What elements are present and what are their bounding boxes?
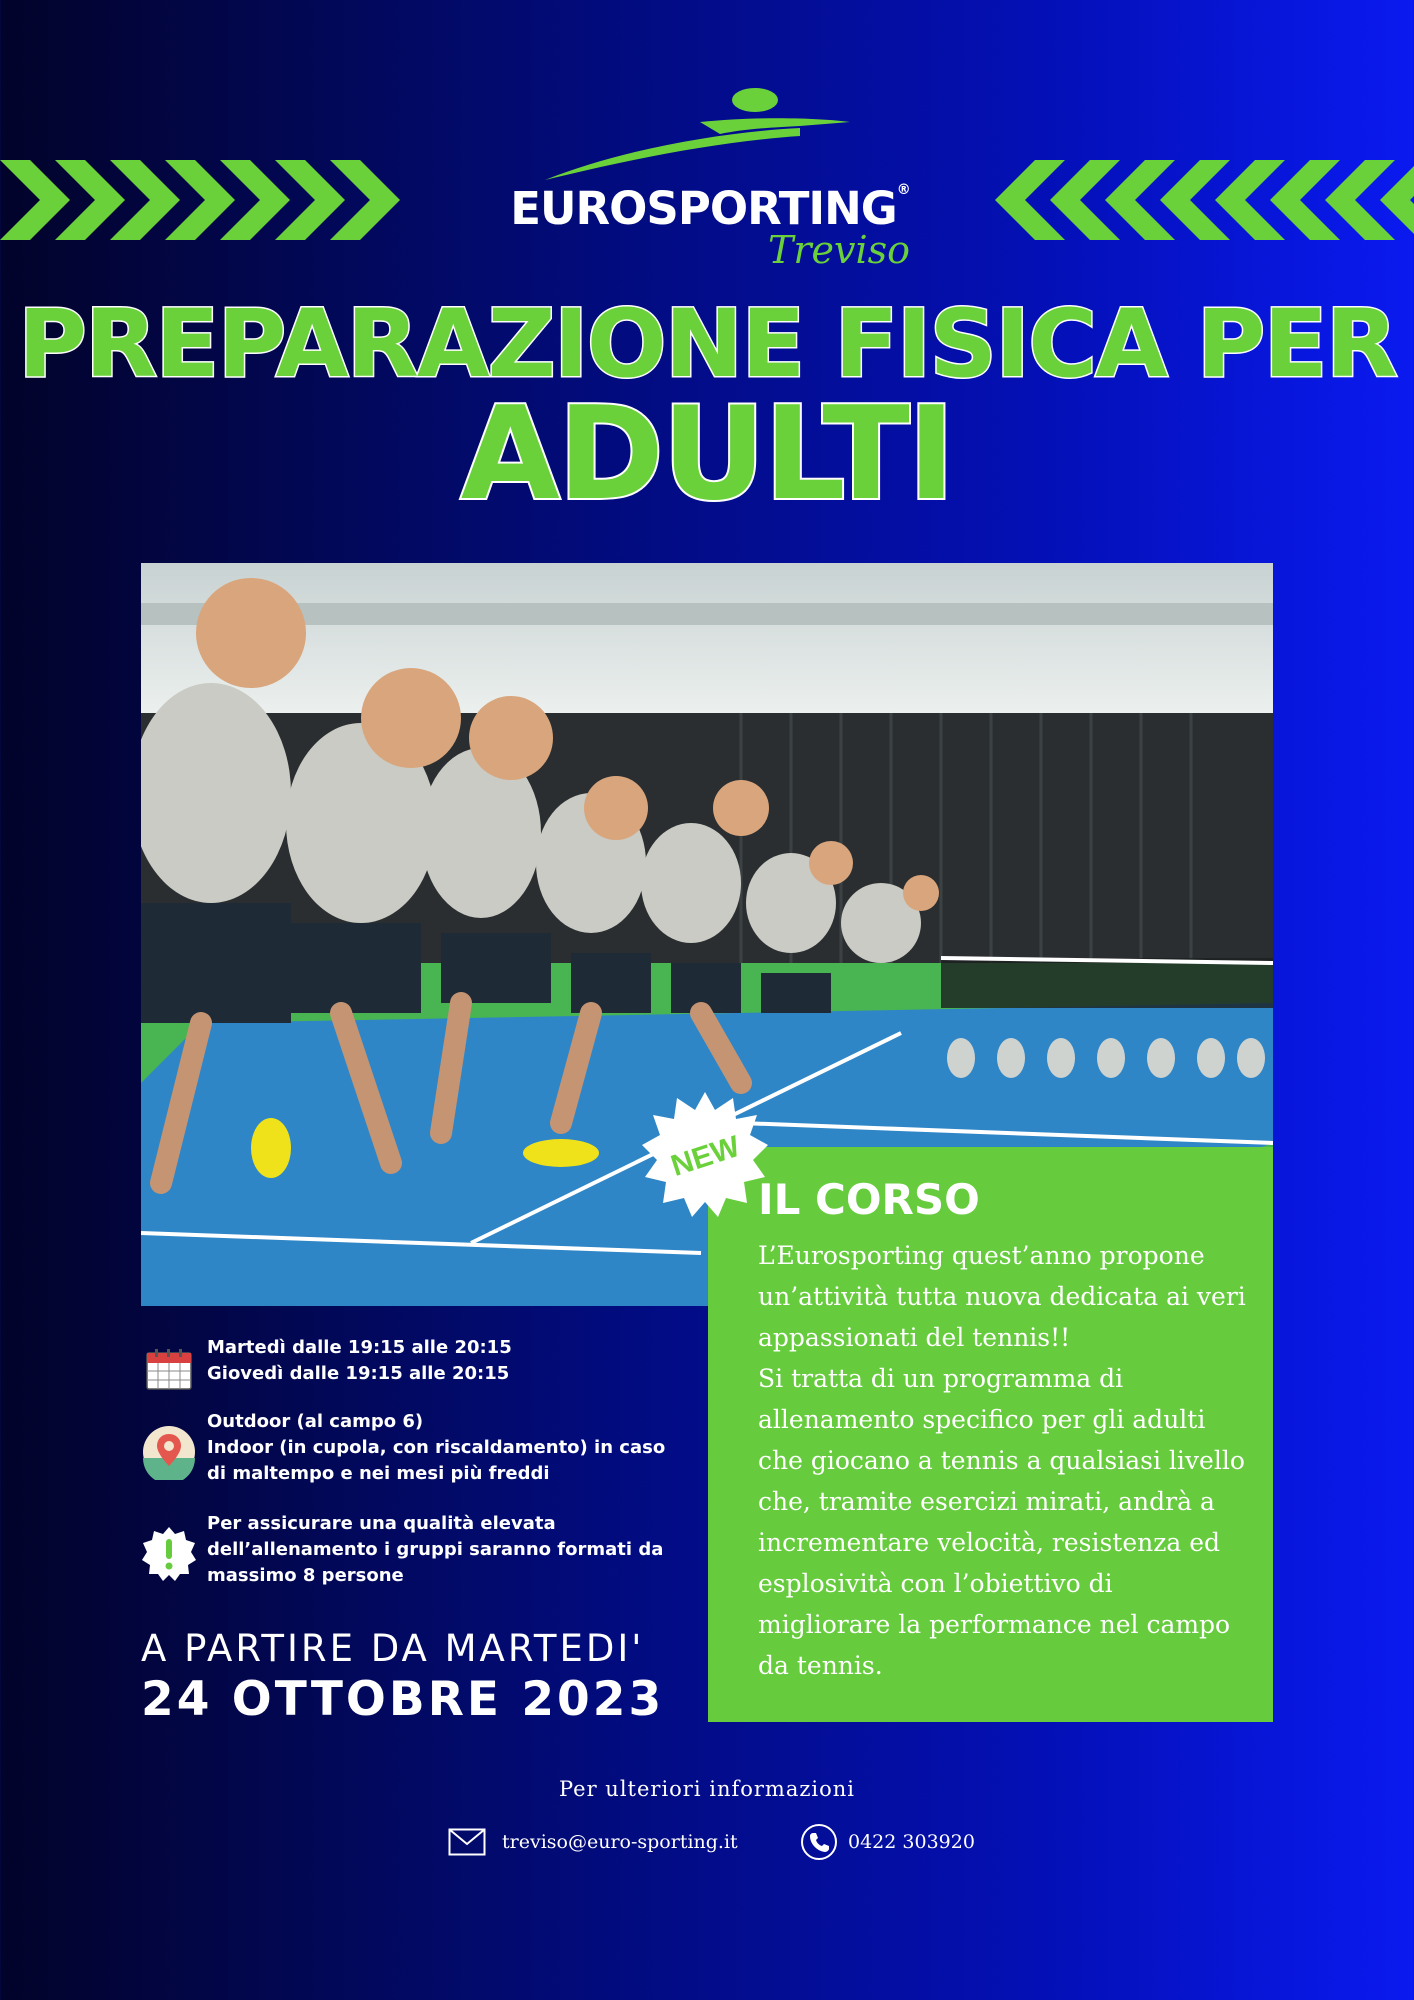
location-row xyxy=(141,1409,681,1489)
headline-line2: ADULTI xyxy=(460,380,954,529)
schedule-row xyxy=(141,1335,681,1391)
brand-wordmark: EUROSPORTING® xyxy=(510,182,910,235)
phone-icon xyxy=(800,1823,838,1861)
calendar-icon xyxy=(141,1343,197,1399)
headline-line1: PREPARAZIONE FISICA PER xyxy=(17,290,1397,399)
email-address[interactable]: treviso@euro-sporting.it xyxy=(502,1831,738,1853)
schedule-line-2: Giovedì dalle 19:15 alle 20:15 xyxy=(207,1363,510,1384)
schedule-line-1: Martedì dalle 19:15 alle 20:15 xyxy=(207,1337,512,1358)
course-description-box xyxy=(708,1147,1273,1722)
email-contact[interactable] xyxy=(448,1822,738,1862)
location-line-2: Indoor (in cupola, con riscaldamento) in caso xyxy=(207,1437,666,1458)
course-paragraph-1: L’Eurosporting quest’anno propone un’attività tutta nuova dedicata ai veri appassionati del tennis!! xyxy=(758,1241,1246,1352)
course-text xyxy=(758,1235,1248,1686)
chevron-decoration-right xyxy=(990,150,1414,250)
notice-row xyxy=(141,1511,681,1591)
location-line-3: di maltempo e nei mesi più freddi xyxy=(207,1463,550,1484)
map-pin-icon xyxy=(141,1424,197,1480)
footer-heading: Per ulteriori informazioni xyxy=(558,1777,856,1801)
exclamation-icon xyxy=(141,1525,197,1581)
start-label: A PARTIRE DA MARTEDI' xyxy=(141,1627,645,1670)
course-title: IL CORSO xyxy=(758,1175,980,1224)
chevron-decoration-left xyxy=(0,150,410,250)
notice-line-1: Per assicurare una qualità elevata xyxy=(207,1513,556,1534)
envelope-icon xyxy=(448,1828,486,1856)
notice-text xyxy=(207,1511,677,1589)
notice-line-2: dell’allenamento i gruppi saranno formati da xyxy=(207,1539,664,1560)
new-badge-label: NEW xyxy=(667,1129,744,1183)
location-text xyxy=(207,1409,677,1487)
phone-contact[interactable] xyxy=(800,1822,975,1862)
phone-number[interactable]: 0422 303920 xyxy=(848,1831,975,1853)
location-line-1: Outdoor (al campo 6) xyxy=(207,1411,424,1432)
notice-line-3: massimo 8 persone xyxy=(207,1565,404,1586)
start-date: 24 OTTOBRE 2023 xyxy=(141,1672,665,1727)
new-badge xyxy=(640,1090,770,1220)
brand-location: Treviso xyxy=(768,228,910,272)
schedule-text xyxy=(207,1335,677,1387)
course-paragraph-2: Si tratta di un programma di allenamento specifico per gli adulti che giocano a tennis a qualsiasi livello che, tramite esercizi mirati, andrà a incrementare velocità, resistenza ed esplosività con l’obiettivo di migliorare la performance nel campo da tennis. xyxy=(758,1364,1245,1680)
